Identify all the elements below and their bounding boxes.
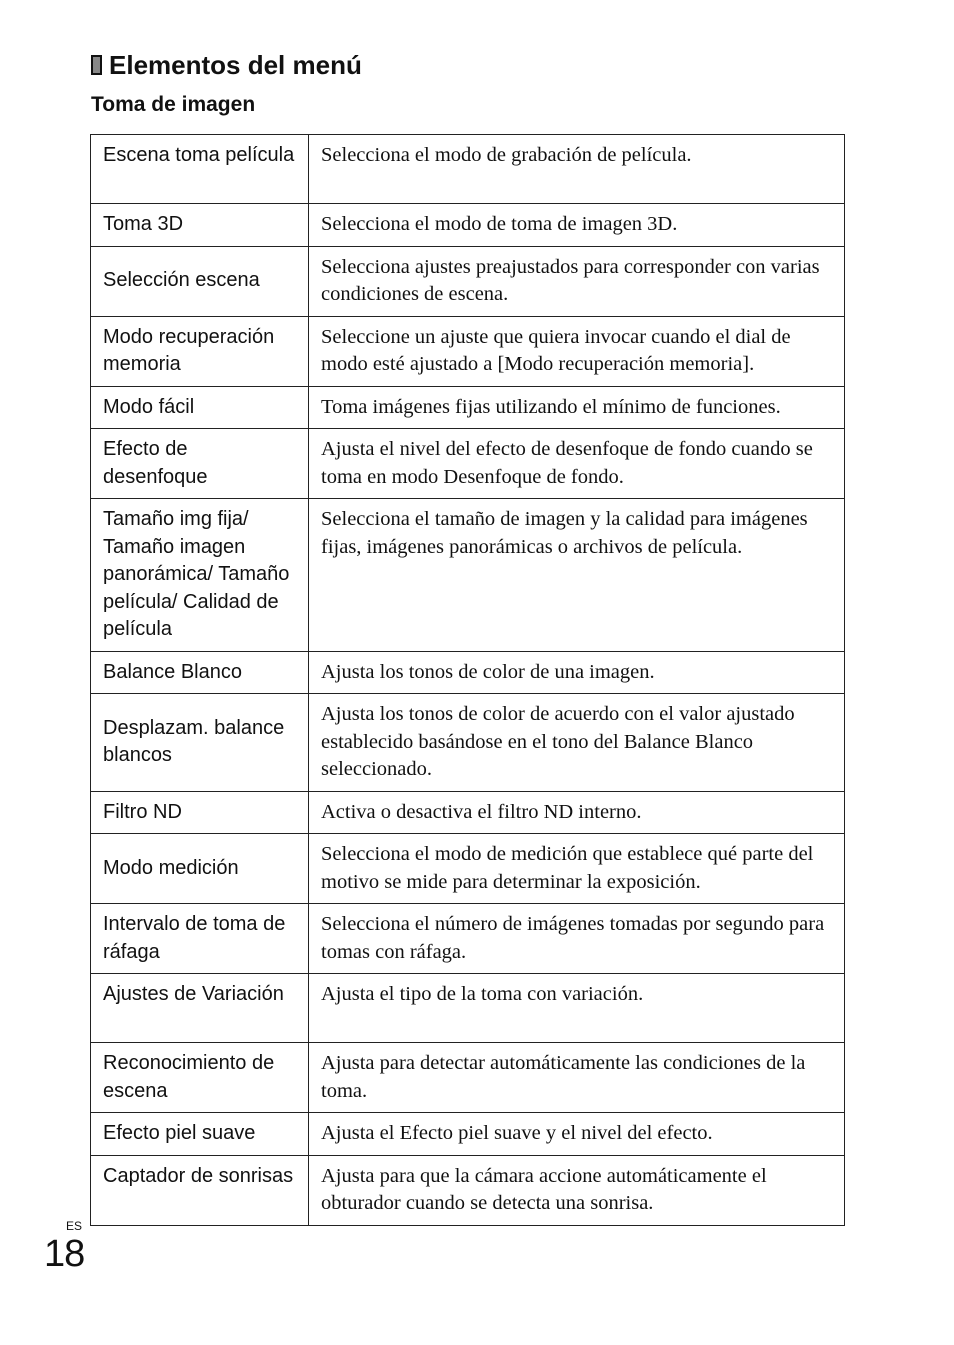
menu-item-name: Ajustes de Variación [91, 974, 309, 1043]
menu-item-name: Toma 3D [91, 204, 309, 247]
table-row [91, 429, 845, 499]
table-row [91, 1113, 845, 1156]
table-row [91, 246, 845, 316]
page-number: 18 [44, 1233, 85, 1275]
menu-item-name: Balance Blanco [91, 651, 309, 694]
menu-item-description: Ajusta los tonos de color de una imagen. [309, 651, 845, 694]
table-row [91, 791, 845, 834]
menu-item-description: Ajusta el tipo de la toma con variación. [309, 974, 845, 1043]
menu-item-name: Desplazam. balance blancos [91, 694, 309, 792]
table-row [91, 204, 845, 247]
table-row [91, 651, 845, 694]
menu-item-name: Modo recuperación memoria [91, 316, 309, 386]
menu-item-name: Modo medición [91, 834, 309, 904]
table-row [91, 386, 845, 429]
menu-items-table [90, 134, 845, 1226]
menu-item-description: Selecciona ajustes preajustados para corresponder con varias condiciones de escena. [309, 246, 845, 316]
menu-item-description: Toma imágenes fijas utilizando el mínimo de funciones. [309, 386, 845, 429]
menu-item-description: Ajusta el nivel del efecto de desenfoque de fondo cuando se toma en modo Desenfoque de fondo. [309, 429, 845, 499]
menu-item-name: Reconocimiento de escena [91, 1043, 309, 1113]
menu-item-name: Filtro ND [91, 791, 309, 834]
table-row [91, 834, 845, 904]
menu-item-description: Selecciona el modo de toma de imagen 3D. [309, 204, 845, 247]
subsection-title: Toma de imagen [91, 93, 256, 116]
table-row [91, 135, 845, 204]
section-heading [91, 46, 362, 84]
menu-item-name: Efecto piel suave [91, 1113, 309, 1156]
menu-item-name: Tamaño img fija/ Tamaño imagen panorámica/ Tamaño película/ Calidad de película [91, 499, 309, 652]
menu-item-description: Selecciona el modo de grabación de película. [309, 135, 845, 204]
menu-item-name: Modo fácil [91, 386, 309, 429]
table-row [91, 499, 845, 652]
table-row [91, 974, 845, 1043]
menu-item-name: Efecto de desenfoque [91, 429, 309, 499]
heading-marker-icon [91, 55, 102, 75]
section-title: Elementos del menú [109, 50, 362, 80]
menu-item-name: Intervalo de toma de ráfaga [91, 904, 309, 974]
menu-item-description: Activa o desactiva el filtro ND interno. [309, 791, 845, 834]
table-row [91, 694, 845, 792]
table-row [91, 316, 845, 386]
table-row [91, 1155, 845, 1225]
menu-item-description: Ajusta para detectar automáticamente las condiciones de la toma. [309, 1043, 845, 1113]
menu-item-description: Ajusta para que la cámara accione automáticamente el obturador cuando se detecta una sonrisa. [309, 1155, 845, 1225]
table-row [91, 1043, 845, 1113]
menu-item-name: Escena toma película [91, 135, 309, 204]
page-language-label: ES [66, 1219, 83, 1233]
menu-item-name: Selección escena [91, 246, 309, 316]
menu-item-description: Ajusta los tonos de color de acuerdo con el valor ajustado establecido basándose en el tono del Balance Blanco seleccionado. [309, 694, 845, 792]
menu-item-description: Selecciona el número de imágenes tomadas por segundo para tomas con ráfaga. [309, 904, 845, 974]
menu-item-name: Captador de sonrisas [91, 1155, 309, 1225]
menu-item-description: Selecciona el modo de medición que establece qué parte del motivo se mide para determinar la exposición. [309, 834, 845, 904]
menu-item-description: Seleccione un ajuste que quiera invocar cuando el dial de modo esté ajustado a [Modo recuperación memoria]. [309, 316, 845, 386]
table-row [91, 904, 845, 974]
menu-item-description: Selecciona el tamaño de imagen y la calidad para imágenes fijas, imágenes panorámicas o archivos de película. [309, 499, 845, 652]
menu-item-description: Ajusta el Efecto piel suave y el nivel del efecto. [309, 1113, 845, 1156]
